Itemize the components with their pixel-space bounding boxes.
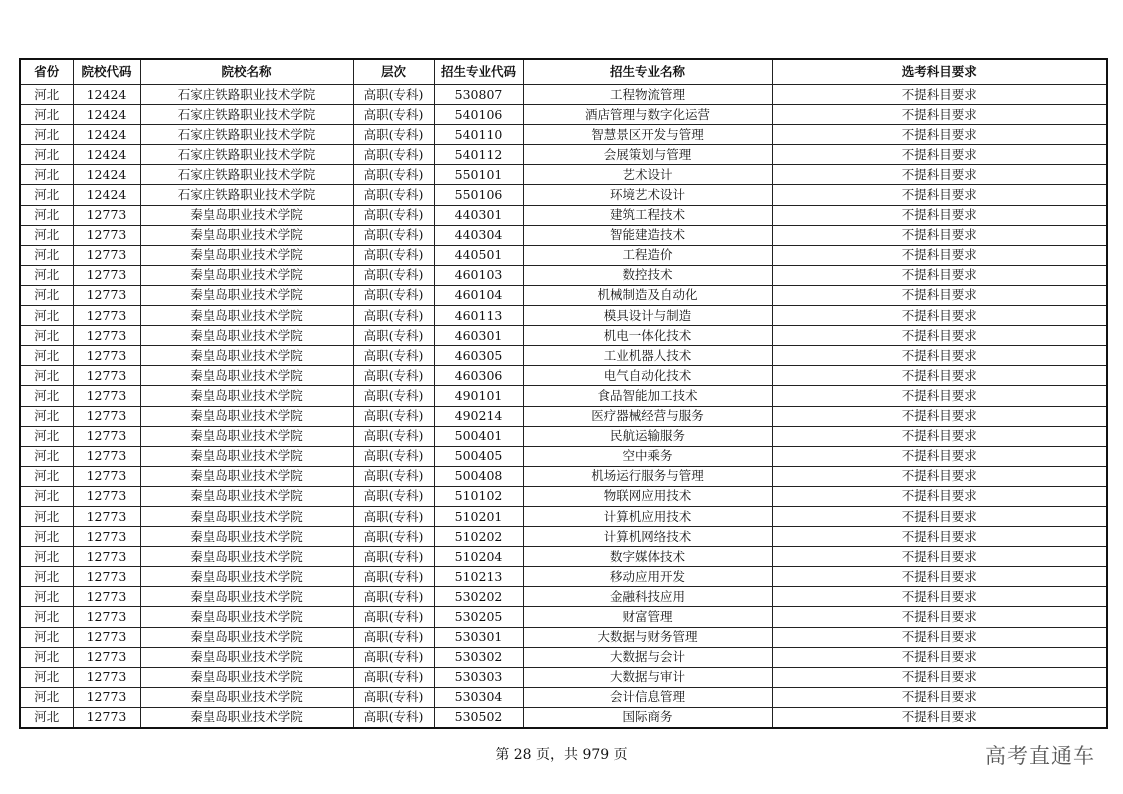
cell-school-code: 12773 xyxy=(73,285,140,305)
table-row xyxy=(20,205,1107,225)
table-row xyxy=(20,406,1107,426)
cell-subject-requirement: 不提科目要求 xyxy=(772,567,1107,587)
cell-major-code: 540106 xyxy=(434,105,523,125)
table-body xyxy=(20,85,1107,729)
cell-school-code: 12773 xyxy=(73,446,140,466)
cell-major-name: 电气自动化技术 xyxy=(523,366,772,386)
cell-school-name: 秦皇岛职业技术学院 xyxy=(140,366,353,386)
header-major-name: 招生专业名称 xyxy=(523,59,772,85)
cell-school-name: 石家庄铁路职业技术学院 xyxy=(140,185,353,205)
cell-major-code: 440301 xyxy=(434,205,523,225)
cell-subject-requirement: 不提科目要求 xyxy=(772,306,1107,326)
cell-province: 河北 xyxy=(20,85,73,105)
cell-school-name: 秦皇岛职业技术学院 xyxy=(140,245,353,265)
cell-level: 高职(专科) xyxy=(353,185,434,205)
cell-subject-requirement: 不提科目要求 xyxy=(772,707,1107,728)
cell-major-code: 530304 xyxy=(434,687,523,707)
cell-level: 高职(专科) xyxy=(353,285,434,305)
cell-major-code: 530303 xyxy=(434,667,523,687)
cell-level: 高职(专科) xyxy=(353,426,434,446)
cell-major-name: 大数据与审计 xyxy=(523,667,772,687)
table-row xyxy=(20,85,1107,105)
table-row xyxy=(20,627,1107,647)
cell-major-code: 500408 xyxy=(434,466,523,486)
cell-school-name: 石家庄铁路职业技术学院 xyxy=(140,145,353,165)
cell-school-name: 秦皇岛职业技术学院 xyxy=(140,426,353,446)
cell-major-name: 民航运输服务 xyxy=(523,426,772,446)
cell-major-name: 机械制造及自动化 xyxy=(523,285,772,305)
cell-major-code: 510202 xyxy=(434,527,523,547)
cell-level: 高职(专科) xyxy=(353,547,434,567)
cell-school-name: 石家庄铁路职业技术学院 xyxy=(140,85,353,105)
cell-subject-requirement: 不提科目要求 xyxy=(772,366,1107,386)
cell-school-name: 秦皇岛职业技术学院 xyxy=(140,607,353,627)
cell-province: 河北 xyxy=(20,647,73,667)
cell-province: 河北 xyxy=(20,607,73,627)
cell-major-name: 大数据与财务管理 xyxy=(523,627,772,647)
cell-subject-requirement: 不提科目要求 xyxy=(772,185,1107,205)
cell-province: 河北 xyxy=(20,466,73,486)
cell-subject-requirement: 不提科目要求 xyxy=(772,486,1107,506)
cell-school-code: 12773 xyxy=(73,326,140,346)
cell-school-code: 12773 xyxy=(73,366,140,386)
cell-school-code: 12773 xyxy=(73,547,140,567)
cell-level: 高职(专科) xyxy=(353,687,434,707)
cell-level: 高职(专科) xyxy=(353,406,434,426)
table-row xyxy=(20,165,1107,185)
cell-major-name: 工业机器人技术 xyxy=(523,346,772,366)
cell-province: 河北 xyxy=(20,547,73,567)
cell-major-code: 540112 xyxy=(434,145,523,165)
cell-level: 高职(专科) xyxy=(353,265,434,285)
cell-major-name: 移动应用开发 xyxy=(523,567,772,587)
cell-level: 高职(专科) xyxy=(353,647,434,667)
cell-province: 河北 xyxy=(20,245,73,265)
cell-province: 河北 xyxy=(20,285,73,305)
cell-subject-requirement: 不提科目要求 xyxy=(772,647,1107,667)
cell-province: 河北 xyxy=(20,446,73,466)
cell-school-name: 秦皇岛职业技术学院 xyxy=(140,647,353,667)
cell-level: 高职(专科) xyxy=(353,527,434,547)
table-row xyxy=(20,647,1107,667)
cell-school-code: 12424 xyxy=(73,125,140,145)
cell-subject-requirement: 不提科目要求 xyxy=(772,265,1107,285)
cell-province: 河北 xyxy=(20,165,73,185)
table-row xyxy=(20,326,1107,346)
header-province: 省份 xyxy=(20,59,73,85)
cell-level: 高职(专科) xyxy=(353,326,434,346)
cell-major-name: 大数据与会计 xyxy=(523,647,772,667)
cell-school-code: 12424 xyxy=(73,85,140,105)
table-row xyxy=(20,687,1107,707)
cell-school-code: 12424 xyxy=(73,145,140,165)
cell-major-name: 环境艺术设计 xyxy=(523,185,772,205)
cell-school-name: 秦皇岛职业技术学院 xyxy=(140,587,353,607)
cell-school-name: 秦皇岛职业技术学院 xyxy=(140,306,353,326)
cell-major-name: 建筑工程技术 xyxy=(523,205,772,225)
cell-school-name: 秦皇岛职业技术学院 xyxy=(140,486,353,506)
cell-subject-requirement: 不提科目要求 xyxy=(772,466,1107,486)
cell-school-code: 12773 xyxy=(73,245,140,265)
cell-school-code: 12773 xyxy=(73,466,140,486)
cell-level: 高职(专科) xyxy=(353,165,434,185)
cell-subject-requirement: 不提科目要求 xyxy=(772,125,1107,145)
cell-subject-requirement: 不提科目要求 xyxy=(772,245,1107,265)
cell-major-name: 机电一体化技术 xyxy=(523,326,772,346)
cell-subject-requirement: 不提科目要求 xyxy=(772,205,1107,225)
header-school-code: 院校代码 xyxy=(73,59,140,85)
cell-province: 河北 xyxy=(20,406,73,426)
cell-major-code: 510102 xyxy=(434,486,523,506)
cell-subject-requirement: 不提科目要求 xyxy=(772,687,1107,707)
cell-level: 高职(专科) xyxy=(353,506,434,526)
cell-school-name: 秦皇岛职业技术学院 xyxy=(140,687,353,707)
cell-subject-requirement: 不提科目要求 xyxy=(772,446,1107,466)
cell-province: 河北 xyxy=(20,326,73,346)
cell-province: 河北 xyxy=(20,627,73,647)
cell-subject-requirement: 不提科目要求 xyxy=(772,346,1107,366)
cell-major-code: 460301 xyxy=(434,326,523,346)
cell-major-name: 空中乘务 xyxy=(523,446,772,466)
cell-level: 高职(专科) xyxy=(353,466,434,486)
cell-school-code: 12773 xyxy=(73,426,140,446)
table-row xyxy=(20,105,1107,125)
cell-province: 河北 xyxy=(20,105,73,125)
cell-level: 高职(专科) xyxy=(353,567,434,587)
table-row xyxy=(20,667,1107,687)
table-row xyxy=(20,506,1107,526)
cell-major-name: 医疗器械经营与服务 xyxy=(523,406,772,426)
cell-subject-requirement: 不提科目要求 xyxy=(772,85,1107,105)
admission-table xyxy=(19,58,1108,729)
cell-school-code: 12773 xyxy=(73,587,140,607)
cell-school-code: 12773 xyxy=(73,486,140,506)
cell-major-code: 490101 xyxy=(434,386,523,406)
table-row xyxy=(20,567,1107,587)
table-row xyxy=(20,486,1107,506)
cell-major-name: 计算机应用技术 xyxy=(523,506,772,526)
cell-level: 高职(专科) xyxy=(353,627,434,647)
cell-school-code: 12773 xyxy=(73,527,140,547)
cell-school-code: 12773 xyxy=(73,265,140,285)
cell-major-code: 460305 xyxy=(434,346,523,366)
table-row xyxy=(20,426,1107,446)
cell-major-code: 510213 xyxy=(434,567,523,587)
cell-school-name: 秦皇岛职业技术学院 xyxy=(140,466,353,486)
cell-major-code: 550101 xyxy=(434,165,523,185)
cell-province: 河北 xyxy=(20,486,73,506)
cell-school-name: 石家庄铁路职业技术学院 xyxy=(140,165,353,185)
table-row xyxy=(20,125,1107,145)
cell-school-name: 石家庄铁路职业技术学院 xyxy=(140,125,353,145)
table-row xyxy=(20,446,1107,466)
cell-major-code: 500401 xyxy=(434,426,523,446)
cell-level: 高职(专科) xyxy=(353,245,434,265)
cell-province: 河北 xyxy=(20,426,73,446)
cell-level: 高职(专科) xyxy=(353,707,434,728)
cell-level: 高职(专科) xyxy=(353,125,434,145)
cell-major-code: 510201 xyxy=(434,506,523,526)
cell-province: 河北 xyxy=(20,346,73,366)
header-level: 层次 xyxy=(353,59,434,85)
cell-subject-requirement: 不提科目要求 xyxy=(772,547,1107,567)
cell-subject-requirement: 不提科目要求 xyxy=(772,607,1107,627)
cell-subject-requirement: 不提科目要求 xyxy=(772,667,1107,687)
cell-school-name: 秦皇岛职业技术学院 xyxy=(140,707,353,728)
cell-level: 高职(专科) xyxy=(353,366,434,386)
cell-major-code: 500405 xyxy=(434,446,523,466)
table-row xyxy=(20,707,1107,728)
cell-school-name: 秦皇岛职业技术学院 xyxy=(140,326,353,346)
cell-major-name: 智慧景区开发与管理 xyxy=(523,125,772,145)
cell-school-name: 秦皇岛职业技术学院 xyxy=(140,225,353,245)
cell-major-name: 物联网应用技术 xyxy=(523,486,772,506)
cell-major-code: 530502 xyxy=(434,707,523,728)
cell-major-name: 数控技术 xyxy=(523,265,772,285)
table-header-row xyxy=(20,59,1107,85)
cell-school-code: 12773 xyxy=(73,647,140,667)
header-school-name: 院校名称 xyxy=(140,59,353,85)
cell-subject-requirement: 不提科目要求 xyxy=(772,527,1107,547)
cell-school-name: 秦皇岛职业技术学院 xyxy=(140,406,353,426)
cell-school-code: 12773 xyxy=(73,346,140,366)
cell-school-name: 秦皇岛职业技术学院 xyxy=(140,205,353,225)
table-row xyxy=(20,527,1107,547)
cell-major-name: 模具设计与制造 xyxy=(523,306,772,326)
cell-school-code: 12773 xyxy=(73,567,140,587)
cell-province: 河北 xyxy=(20,125,73,145)
table-row xyxy=(20,185,1107,205)
cell-major-code: 490214 xyxy=(434,406,523,426)
cell-major-name: 工程物流管理 xyxy=(523,85,772,105)
cell-school-code: 12773 xyxy=(73,627,140,647)
cell-level: 高职(专科) xyxy=(353,486,434,506)
cell-level: 高职(专科) xyxy=(353,105,434,125)
cell-level: 高职(专科) xyxy=(353,225,434,245)
cell-school-name: 秦皇岛职业技术学院 xyxy=(140,627,353,647)
cell-province: 河北 xyxy=(20,225,73,245)
cell-subject-requirement: 不提科目要求 xyxy=(772,285,1107,305)
table-row xyxy=(20,285,1107,305)
cell-school-code: 12773 xyxy=(73,506,140,526)
cell-subject-requirement: 不提科目要求 xyxy=(772,165,1107,185)
watermark-logo-text: 高考直通车 xyxy=(985,744,1095,768)
cell-major-code: 460306 xyxy=(434,366,523,386)
table-row xyxy=(20,466,1107,486)
cell-school-code: 12424 xyxy=(73,105,140,125)
cell-major-name: 金融科技应用 xyxy=(523,587,772,607)
table-row xyxy=(20,245,1107,265)
cell-level: 高职(专科) xyxy=(353,145,434,165)
cell-province: 河北 xyxy=(20,306,73,326)
table-row xyxy=(20,265,1107,285)
cell-subject-requirement: 不提科目要求 xyxy=(772,105,1107,125)
table-row xyxy=(20,547,1107,567)
cell-subject-requirement: 不提科目要求 xyxy=(772,326,1107,346)
cell-school-code: 12424 xyxy=(73,185,140,205)
cell-major-code: 510204 xyxy=(434,547,523,567)
cell-major-name: 酒店管理与数字化运营 xyxy=(523,105,772,125)
cell-level: 高职(专科) xyxy=(353,667,434,687)
document-sheet xyxy=(19,58,1106,729)
cell-subject-requirement: 不提科目要求 xyxy=(772,506,1107,526)
cell-major-code: 530205 xyxy=(434,607,523,627)
table-row xyxy=(20,145,1107,165)
cell-province: 河北 xyxy=(20,366,73,386)
cell-school-code: 12773 xyxy=(73,667,140,687)
table-row xyxy=(20,607,1107,627)
cell-major-code: 460104 xyxy=(434,285,523,305)
cell-school-code: 12773 xyxy=(73,607,140,627)
cell-school-code: 12773 xyxy=(73,225,140,245)
cell-major-code: 530807 xyxy=(434,85,523,105)
cell-level: 高职(专科) xyxy=(353,346,434,366)
cell-school-name: 秦皇岛职业技术学院 xyxy=(140,386,353,406)
cell-level: 高职(专科) xyxy=(353,607,434,627)
cell-province: 河北 xyxy=(20,506,73,526)
cell-major-code: 460113 xyxy=(434,306,523,326)
cell-major-code: 530202 xyxy=(434,587,523,607)
cell-school-code: 12773 xyxy=(73,687,140,707)
table-row xyxy=(20,366,1107,386)
cell-subject-requirement: 不提科目要求 xyxy=(772,426,1107,446)
cell-major-code: 440304 xyxy=(434,225,523,245)
cell-school-name: 秦皇岛职业技术学院 xyxy=(140,667,353,687)
cell-subject-requirement: 不提科目要求 xyxy=(772,145,1107,165)
cell-province: 河北 xyxy=(20,386,73,406)
cell-major-name: 食品智能加工技术 xyxy=(523,386,772,406)
cell-school-name: 秦皇岛职业技术学院 xyxy=(140,567,353,587)
cell-major-code: 540110 xyxy=(434,125,523,145)
cell-level: 高职(专科) xyxy=(353,85,434,105)
cell-school-code: 12773 xyxy=(73,205,140,225)
table-row xyxy=(20,306,1107,326)
cell-major-code: 460103 xyxy=(434,265,523,285)
cell-subject-requirement: 不提科目要求 xyxy=(772,406,1107,426)
cell-major-code: 440501 xyxy=(434,245,523,265)
cell-major-name: 机场运行服务与管理 xyxy=(523,466,772,486)
cell-school-name: 秦皇岛职业技术学院 xyxy=(140,506,353,526)
cell-school-code: 12773 xyxy=(73,406,140,426)
cell-subject-requirement: 不提科目要求 xyxy=(772,587,1107,607)
cell-province: 河北 xyxy=(20,265,73,285)
cell-school-name: 秦皇岛职业技术学院 xyxy=(140,547,353,567)
cell-major-name: 计算机网络技术 xyxy=(523,527,772,547)
cell-major-name: 财富管理 xyxy=(523,607,772,627)
cell-level: 高职(专科) xyxy=(353,306,434,326)
cell-school-name: 秦皇岛职业技术学院 xyxy=(140,265,353,285)
cell-major-name: 会展策划与管理 xyxy=(523,145,772,165)
cell-school-name: 石家庄铁路职业技术学院 xyxy=(140,105,353,125)
cell-school-name: 秦皇岛职业技术学院 xyxy=(140,285,353,305)
cell-major-code: 530302 xyxy=(434,647,523,667)
cell-province: 河北 xyxy=(20,567,73,587)
cell-school-name: 秦皇岛职业技术学院 xyxy=(140,346,353,366)
table-row xyxy=(20,386,1107,406)
cell-major-name: 智能建造技术 xyxy=(523,225,772,245)
page-number: 第 28 页，共 979 页 xyxy=(495,747,628,763)
cell-major-name: 会计信息管理 xyxy=(523,687,772,707)
cell-major-name: 艺术设计 xyxy=(523,165,772,185)
cell-province: 河北 xyxy=(20,587,73,607)
cell-major-name: 数字媒体技术 xyxy=(523,547,772,567)
cell-major-name: 工程造价 xyxy=(523,245,772,265)
cell-subject-requirement: 不提科目要求 xyxy=(772,627,1107,647)
cell-school-code: 12773 xyxy=(73,707,140,728)
cell-level: 高职(专科) xyxy=(353,205,434,225)
header-major-code: 招生专业代码 xyxy=(434,59,523,85)
cell-major-code: 530301 xyxy=(434,627,523,647)
cell-level: 高职(专科) xyxy=(353,587,434,607)
cell-school-code: 12424 xyxy=(73,165,140,185)
cell-subject-requirement: 不提科目要求 xyxy=(772,386,1107,406)
cell-province: 河北 xyxy=(20,527,73,547)
cell-province: 河北 xyxy=(20,205,73,225)
cell-province: 河北 xyxy=(20,667,73,687)
cell-province: 河北 xyxy=(20,145,73,165)
cell-school-code: 12773 xyxy=(73,306,140,326)
cell-major-name: 国际商务 xyxy=(523,707,772,728)
cell-level: 高职(专科) xyxy=(353,386,434,406)
cell-subject-requirement: 不提科目要求 xyxy=(772,225,1107,245)
cell-school-name: 秦皇岛职业技术学院 xyxy=(140,527,353,547)
cell-school-code: 12773 xyxy=(73,386,140,406)
table-row xyxy=(20,225,1107,245)
cell-school-name: 秦皇岛职业技术学院 xyxy=(140,446,353,466)
table-row xyxy=(20,346,1107,366)
table-row xyxy=(20,587,1107,607)
header-subject-requirement: 选考科目要求 xyxy=(772,59,1107,85)
cell-level: 高职(专科) xyxy=(353,446,434,466)
cell-province: 河北 xyxy=(20,687,73,707)
cell-province: 河北 xyxy=(20,185,73,205)
cell-major-code: 550106 xyxy=(434,185,523,205)
cell-province: 河北 xyxy=(20,707,73,728)
